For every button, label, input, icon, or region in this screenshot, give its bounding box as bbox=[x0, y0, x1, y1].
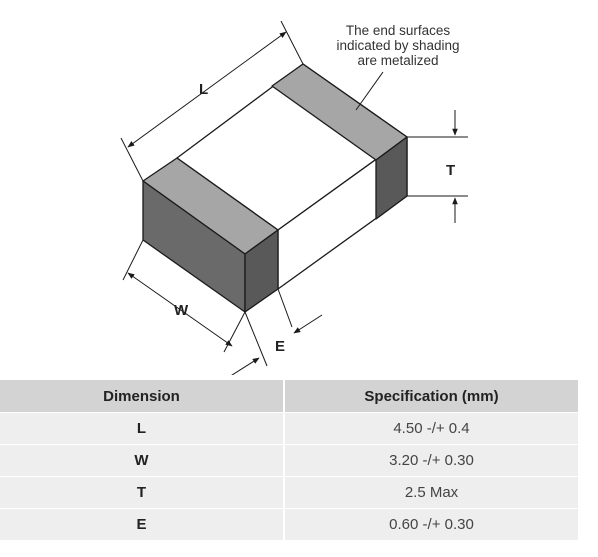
cell-dimension: T bbox=[0, 477, 284, 509]
dimension-t bbox=[407, 110, 468, 223]
note-line-2: indicated by shading bbox=[336, 38, 460, 53]
table-row bbox=[0, 413, 578, 445]
cell-specification: 0.60 -/+ 0.30 bbox=[284, 509, 578, 541]
header-dimension: Dimension bbox=[0, 380, 284, 413]
table-header-row bbox=[0, 380, 578, 413]
table-row bbox=[0, 477, 578, 509]
cell-specification: 3.20 -/+ 0.30 bbox=[284, 445, 578, 477]
metalized-note bbox=[336, 23, 459, 110]
cell-dimension: W bbox=[0, 445, 284, 477]
cell-dimension: E bbox=[0, 509, 284, 541]
note-leader-line bbox=[356, 72, 383, 110]
cell-specification: 2.5 Max bbox=[284, 477, 578, 509]
specification-table bbox=[0, 380, 578, 541]
table-row bbox=[0, 445, 578, 477]
note-line-3: are metalized bbox=[357, 53, 439, 68]
dimension-t-label: T bbox=[446, 162, 456, 179]
header-specification: Specification (mm) bbox=[284, 380, 578, 413]
chip-body bbox=[143, 64, 407, 312]
note-line-1: The end surfaces bbox=[345, 23, 451, 38]
table-row bbox=[0, 509, 578, 541]
dimension-w-label: W bbox=[174, 302, 189, 319]
cell-specification: 4.50 -/+ 0.4 bbox=[284, 413, 578, 445]
dimension-l-label: L bbox=[199, 81, 209, 98]
cell-dimension: L bbox=[0, 413, 284, 445]
dimension-e-label: E bbox=[275, 338, 286, 355]
